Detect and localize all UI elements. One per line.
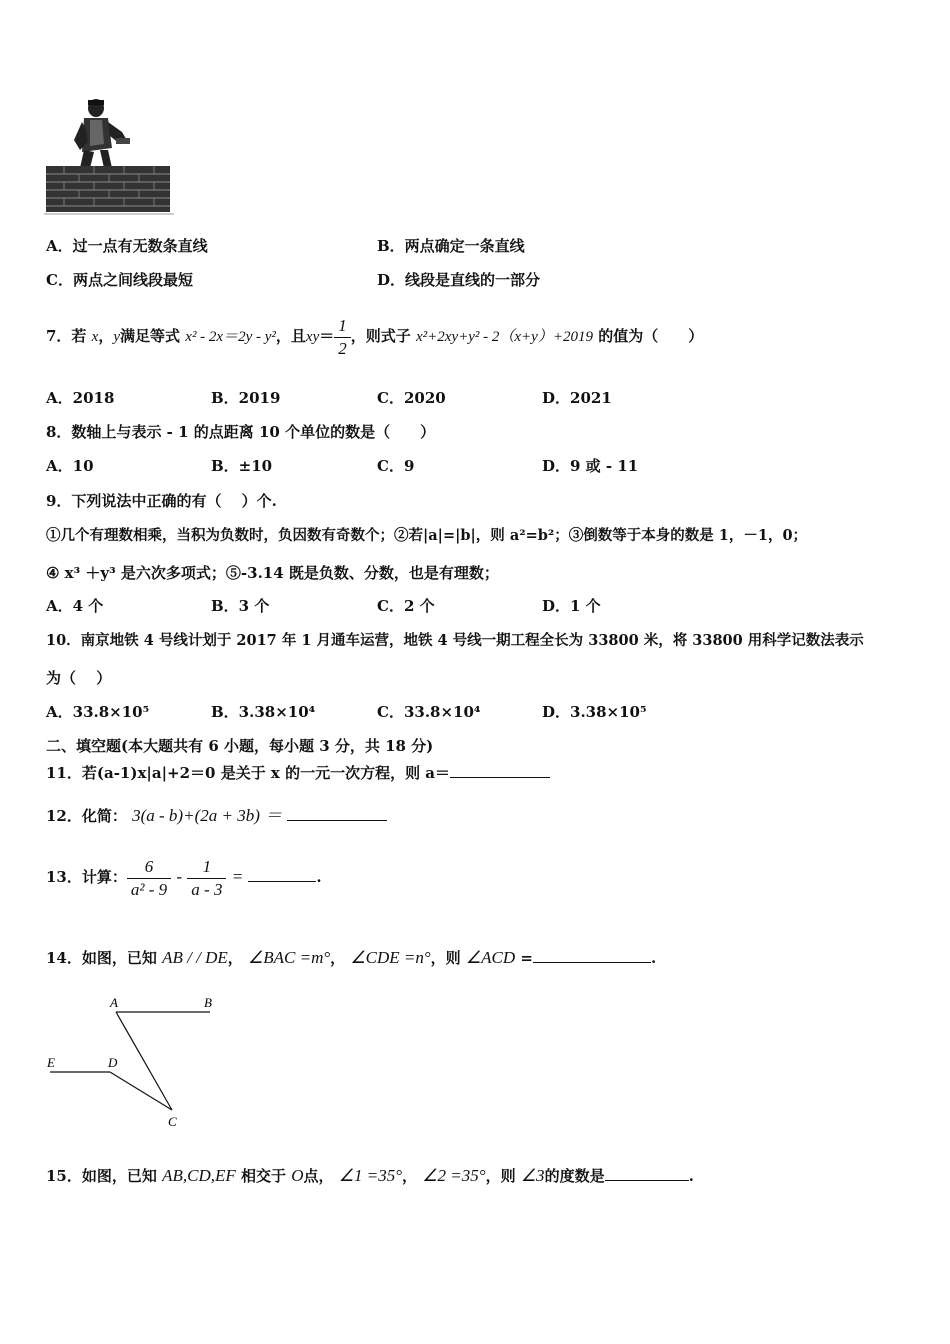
q15-angle-1: ∠1 =35° bbox=[338, 1166, 403, 1185]
q11-stem bbox=[46, 761, 550, 783]
q14-comma-2: ， bbox=[330, 949, 346, 967]
q7-stem bbox=[46, 312, 703, 361]
q15-point-suffix: 点， bbox=[303, 1167, 334, 1185]
q15-lines: AB,CD,EF bbox=[162, 1166, 236, 1185]
q9-option-a: A．4 个 bbox=[46, 597, 104, 615]
segment-dc bbox=[110, 1072, 172, 1110]
q10-option-d: D．3.38×10⁵ bbox=[542, 703, 647, 721]
q13-stem bbox=[46, 852, 322, 902]
q14-figure bbox=[44, 992, 224, 1132]
q7-option-d: D．2021 bbox=[542, 389, 612, 407]
q12-stem bbox=[46, 796, 387, 836]
q10-stem-line1: 10．南京地铁 4 号线计划于 2017 年 1 月通车运营，地铁 4 号线一期工程全长为 33800 米，将 33800 用科学记数法表示 bbox=[46, 632, 864, 649]
q13-f1-numerator: 6 bbox=[127, 856, 171, 879]
point-label-e: E bbox=[47, 1055, 55, 1070]
q8-option-c: C．9 bbox=[377, 457, 415, 475]
q15-comma: ， bbox=[402, 1167, 418, 1185]
q15-label: 15．如图，已知 bbox=[46, 1167, 157, 1185]
point-label-c: C bbox=[168, 1114, 177, 1129]
q14-given-parallel: AB / / DE bbox=[162, 948, 228, 967]
q7-prefix: 7．若 bbox=[46, 327, 87, 345]
q14-given-angle-bac: ∠BAC =m° bbox=[248, 948, 331, 967]
point-label-a: A bbox=[110, 995, 118, 1010]
q7-and: ，且 bbox=[275, 327, 306, 345]
q8-option-a: A．10 bbox=[46, 457, 94, 475]
segment-ac bbox=[116, 1012, 172, 1110]
q9-statements-line1: ①几个有理数相乘，当积为负数时，负因数有奇数个；②若|a|=|b|，则 a²=b²；③倒数等于本身的数是 1，－1，0； bbox=[46, 527, 808, 544]
q9-stem: 9．下列说法中正确的有（ ）个. bbox=[46, 492, 277, 510]
q7-option-c: C．2020 bbox=[377, 389, 446, 407]
worker-illustration bbox=[44, 96, 176, 218]
q13-f1-denominator: a² - 9 bbox=[130, 879, 168, 899]
q6-option-d: D．线段是直线的一部分 bbox=[377, 271, 541, 289]
q13-answer-blank[interactable] bbox=[248, 865, 316, 882]
q11-answer-blank[interactable] bbox=[450, 761, 550, 778]
q12-label: 12．化简： bbox=[46, 807, 127, 825]
q14-period: . bbox=[650, 949, 657, 967]
q7-var-x: x bbox=[91, 329, 99, 345]
q13-fraction-1 bbox=[127, 856, 171, 901]
q14-then: ，则 bbox=[430, 949, 461, 967]
q9-statements-line2: ④ x³ ＋y³ 是六次多项式；⑤-3.14 既是负数、分数，也是有理数； bbox=[46, 564, 499, 582]
q15-point-o: O bbox=[291, 1166, 304, 1185]
point-label-d: D bbox=[108, 1055, 118, 1070]
q13-period: . bbox=[316, 868, 322, 886]
q7-condition: 满足等式 bbox=[120, 327, 181, 345]
section-title-fill-in: 二、填空题(本大题共有 6 小题，每小题 3 分，共 18 分) bbox=[46, 737, 434, 755]
q10-option-a: A．33.8×10⁵ bbox=[46, 703, 150, 721]
q8-stem: 8．数轴上与表示 - 1 的点距离 10 个单位的数是（ ） bbox=[46, 423, 436, 441]
q13-label: 13．计算： bbox=[46, 868, 127, 886]
q9-option-d: D．1 个 bbox=[542, 597, 601, 615]
q10-stem-line2: 为（ ） bbox=[46, 669, 112, 687]
q6-option-c: C．两点之间线段最短 bbox=[46, 271, 193, 289]
q13-equals: = bbox=[231, 867, 244, 886]
q14-given-angle-cde: ∠CDE =n° bbox=[350, 948, 431, 967]
q7-fraction bbox=[334, 315, 351, 360]
q9-option-b: B．3 个 bbox=[211, 597, 270, 615]
q8-option-d: D．9 或 - 11 bbox=[542, 457, 639, 475]
q14-ask-angle-acd: ∠ACD bbox=[465, 948, 516, 967]
q7-option-b: B．2019 bbox=[211, 389, 281, 407]
point-label-b: B bbox=[204, 995, 212, 1010]
q7-then: ，则式子 bbox=[350, 327, 411, 345]
q13-f2-numerator: 1 bbox=[187, 856, 226, 879]
q13-fraction-2 bbox=[187, 856, 226, 901]
q12-expression: 3(a - b)+(2a + 3b) bbox=[132, 806, 260, 825]
q13-f2-denominator: a - 3 bbox=[191, 879, 223, 899]
q7-option-a: A．2018 bbox=[46, 389, 115, 407]
q15-then: ，则 bbox=[485, 1167, 516, 1185]
q9-option-c: C．2 个 bbox=[377, 597, 435, 615]
q15-intersect: 相交于 bbox=[241, 1167, 287, 1185]
q14-comma-1: ， bbox=[227, 949, 243, 967]
q13-minus: - bbox=[176, 867, 183, 886]
q12-answer-blank[interactable] bbox=[287, 804, 387, 821]
q11-text: 11．若(a-1)x|a|+2＝0 是关于 x 的一元一次方程，则 a＝ bbox=[46, 764, 451, 782]
q7-equation: x² - 2x＝2y - y² bbox=[185, 329, 276, 345]
q8-option-b: B．±10 bbox=[211, 457, 273, 475]
q15-period: . bbox=[688, 1167, 694, 1185]
q7-comma: ， bbox=[98, 327, 114, 345]
q10-option-b: B．3.38×10⁴ bbox=[211, 703, 316, 721]
q7-xy: xy bbox=[305, 329, 320, 345]
q7-suffix: 的值为（ ） bbox=[598, 327, 704, 345]
q6-option-b: B．两点确定一条直线 bbox=[377, 237, 525, 255]
q7-equals: ＝ bbox=[319, 327, 335, 345]
q14-equals: = bbox=[520, 949, 533, 967]
q6-option-a: A．过一点有无数条直线 bbox=[46, 237, 208, 255]
q7-var-y: y bbox=[113, 329, 121, 345]
q12-equals: ＝ bbox=[265, 806, 283, 825]
q14-stem bbox=[46, 938, 656, 978]
q15-stem bbox=[46, 1156, 694, 1196]
q14-label: 14．如图，已知 bbox=[46, 949, 157, 967]
q15-answer-blank[interactable] bbox=[605, 1164, 689, 1181]
q14-answer-blank[interactable] bbox=[533, 946, 651, 963]
q15-tail: 的度数是 bbox=[544, 1167, 605, 1185]
q7-expression: x²+2xy+y² - 2（x+y）+2019 bbox=[416, 329, 593, 345]
q15-ask-angle-3: ∠3 bbox=[520, 1166, 545, 1185]
q15-angle-2: ∠2 =35° bbox=[422, 1166, 486, 1185]
q7-frac-denominator: 2 bbox=[338, 338, 347, 358]
q7-frac-numerator: 1 bbox=[334, 315, 351, 338]
q10-option-c: C．33.8×10⁴ bbox=[377, 703, 481, 721]
